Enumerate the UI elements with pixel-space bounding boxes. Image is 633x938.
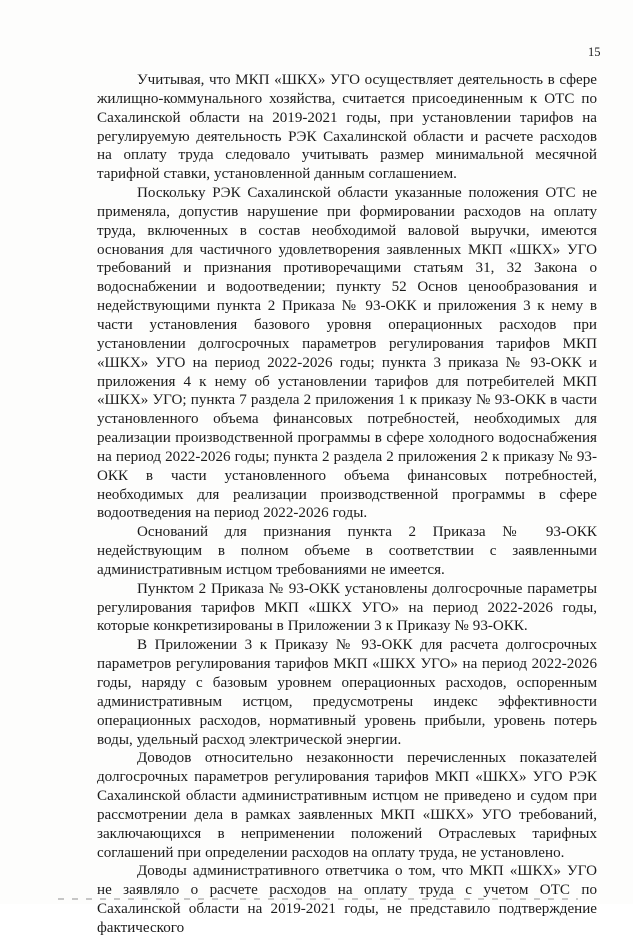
- paragraph-no-arguments: Доводов относительно незаконности перечисленных показателей долгосрочных параметров регулирования тарифов МКП «ШКХ» УГО РЭК Сахалинской области административным истцом не приведено и судом при рассмотрении дела в рамках заявленных МКП «ШКХ» УГО требований, заключающихся в неприменении положений Отраслевых тарифных соглашений при определении расходов на оплату труда, не установлено.: [97, 750, 597, 861]
- page-number: 15: [588, 45, 601, 59]
- paragraph-no-full-invalidation: Оснований для признания пункта 2 Приказа № 93-ОКК недействующим в полном объеме в соответствии с заявленными административным истцом требованиями не имеется.: [97, 524, 597, 578]
- paragraph-ots-accession: Учитывая, что МКП «ШКХ» УГО осуществляет деятельность в сфере жилищно-коммунального хозяйства, считается присоединенным к ОТС по Сахалинской области на 2019-2021 годы, при установлении тарифов на регулируемую деятельность РЭК Сахалинской области и расчете расходов на оплату труда следовало учитывать размер минимальной месячной тарифной ставки, установленной данным соглашением.: [97, 72, 597, 183]
- document-body: [97, 71, 597, 938]
- paragraph-appendix-3: В Приложении 3 к Приказу № 93-ОКК для расчета долгосрочных параметров регулирования тарифов МКП «ШКХ УГО» на период 2022-2026 годы, наряду с базовым уровнем операционных расходов, оспоренным административным истцом, предусмотрены индекс эффективности операционных расходов, нормативный уровень прибыли, уровень потерь воды, удельный расход электрической энергии.: [97, 637, 597, 748]
- paragraph-respondent-arguments: Доводы административного ответчика о том, что МКП «ШКХ» УГО не заявляло о расчете расходов на оплату труда с учетом ОТС по Сахалинской области на 2019-2021 годы, не представило подтверждение фактического: [97, 863, 597, 936]
- scan-edge-mark: [58, 898, 578, 900]
- paragraph-violation-grounds: Поскольку РЭК Сахалинской области указанные положения ОТС не применяла, допустив нарушение при формировании расходов на оплату труда, включенных в состав необходимой валовой выручки, имеются основания для частичного удовлетворения заявленных МКП «ШКХ» УГО требований и признания противоречащими статьям 31, 32 Закона о водоснабжении и водоотведении; пункту 52 Основ ценообразования и недействующими пункта 2 Приказа № 93-ОКК и приложения 3 к нему в части установления базового уровня операционных расходов при установлении долгосрочных параметров регулирования тарифов МКП «ШКХ» УГО на период 2022-2026 годы; пункта 3 приказа № 93-ОКК и приложения 4 к нему об установлении тарифов для потребителей МКП «ШКХ» УГО; пункта 7 раздела 2 приложения 1 к приказу № 93-ОКК в части установленного объема финансовых потребностей, необходимых для реализации производственной программы в сфере холодного водоснабжения на период 2022-2026 годы; пункта 2 раздела 2 приложения 2 к приказу № 93-ОКК в части установленного объема финансовых потребностей, необходимых для реализации производственной программы в сфере водоотведения на период 2022-2026 годы.: [97, 185, 597, 522]
- paragraph-long-term-parameters: Пунктом 2 Приказа № 93-ОКК установлены долгосрочные параметры регулирования тарифов МКП «ШКХ УГО» на период 2022-2026 годы, которые конкретизированы в Приложении 3 к Приказу № 93-ОКК.: [97, 580, 597, 635]
